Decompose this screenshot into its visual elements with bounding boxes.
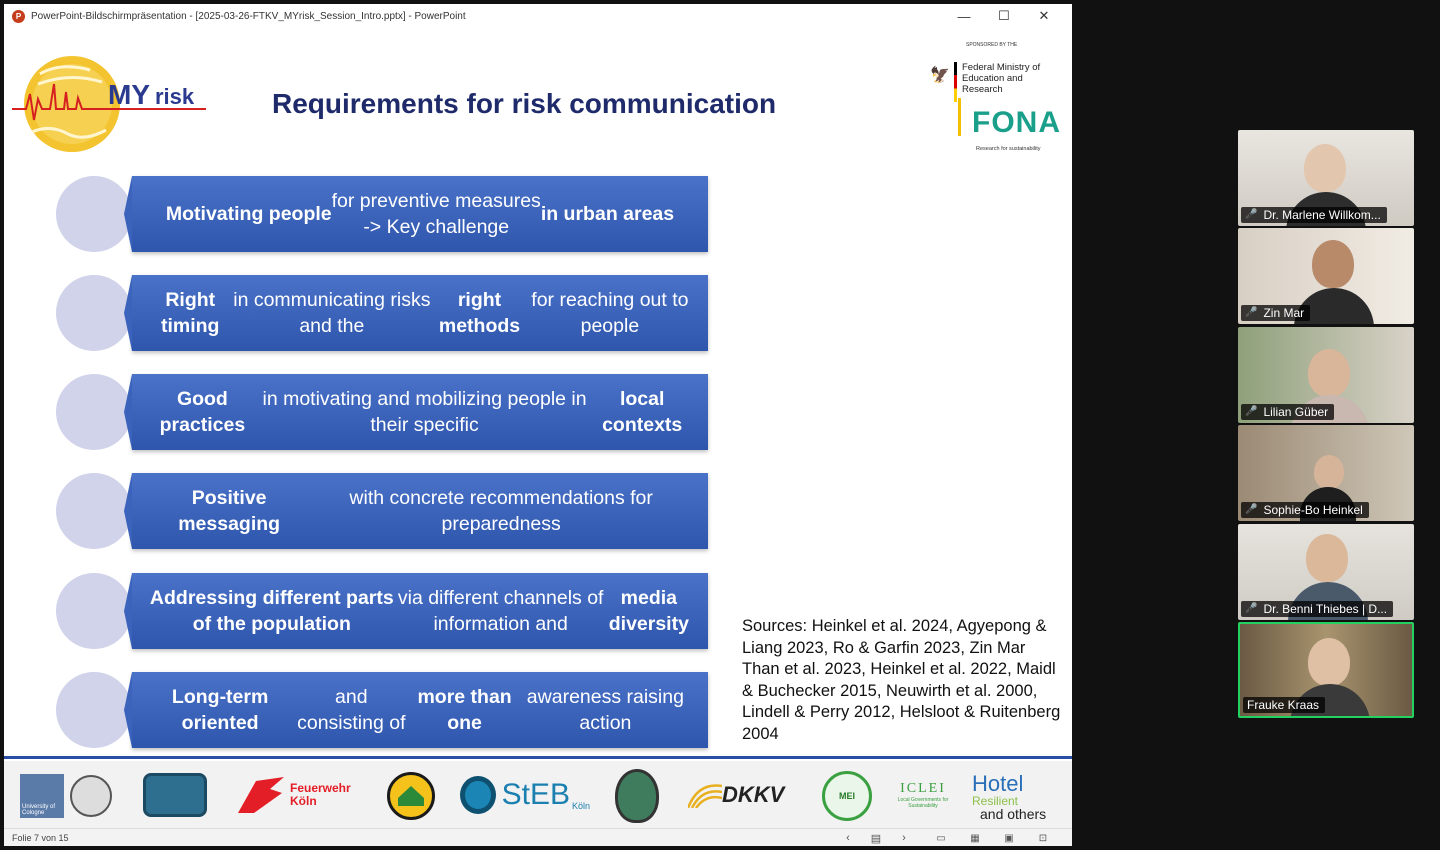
- mic-muted-icon: 🎤: [1245, 307, 1258, 318]
- slide-counter: Folie 7 von 15: [12, 833, 69, 843]
- participant-tile[interactable]: [1238, 228, 1414, 324]
- requirement-item: [56, 473, 708, 549]
- requirement-bullet-circle: [56, 176, 132, 252]
- slide[interactable]: [4, 28, 1072, 828]
- participant-name: Dr. Benni Thiebes | D...: [1263, 602, 1388, 616]
- slide-title: Requirements for risk communication: [272, 88, 777, 119]
- requirement-text: Motivating people for preventive measures -> Key challenge in urban areas: [132, 176, 708, 252]
- participant-tile[interactable]: [1238, 524, 1414, 620]
- requirement-text: Right timing in communicating risks and the right methods for reaching out to people: [132, 275, 708, 351]
- iclei-label: ICLEI: [900, 781, 946, 796]
- iclei-logo: [888, 771, 958, 819]
- window-controls: [944, 4, 1064, 28]
- requirement-item: [56, 672, 708, 748]
- participant-name: Sophie-Bo Heinkel: [1263, 503, 1363, 517]
- city-hall-logo: [140, 771, 210, 819]
- iclei-sub-label: Local Governments for Sustainability: [897, 797, 949, 809]
- sources-text: Sources: Heinkel et al. 2024, Agyepong & Liang 2023, Ro & Garfin 2023, Zin Mar Than et al. 2023, Heinkel et al. 2022, Maidl & Buchecker 2015, Neuwirth et al. 2000, Lindell & Perry 2012, Helsloot & Ruitenberg 2004: [742, 617, 1061, 743]
- requirement-item: [56, 573, 708, 649]
- view-controls: [924, 829, 1060, 846]
- myrisk-logo: [10, 54, 210, 154]
- requirement-text: Good practices in motivating and mobilizing people in their specific local contexts: [132, 374, 708, 450]
- steb-koeln-logo: [460, 771, 590, 819]
- participant-name-tag: [1241, 207, 1387, 223]
- federal-eagle-icon: 🦅: [930, 67, 950, 84]
- mei-logo: [820, 769, 874, 823]
- next-slide-button[interactable]: ›: [902, 832, 906, 844]
- close-button[interactable]: ✕: [1038, 8, 1050, 23]
- window-title: PowerPoint-Bildschirmpräsentation - [2025-03-26-FTKV_MYrisk_Session_Intro.pptx] - PowerPoint: [31, 10, 466, 22]
- participant-name: Zin Mar: [1263, 306, 1305, 320]
- mic-muted-icon: 🎤: [1245, 603, 1258, 614]
- fona-logo: FONA: [972, 106, 1061, 139]
- steb-sub-label: Köln: [571, 801, 590, 811]
- german-flag-bar: [954, 62, 957, 102]
- requirement-bullet-circle: [56, 573, 132, 649]
- maximize-button[interactable]: ☐: [998, 8, 1010, 23]
- hotel-resilient-logo: [972, 773, 1070, 829]
- powerpoint-window: [4, 4, 1072, 846]
- dkkv-logo: [688, 775, 798, 815]
- ministry-text: Federal Ministry of Education and Research: [962, 62, 1041, 95]
- participant-name-tag: [1241, 305, 1310, 321]
- fona-accent-bar: [958, 98, 961, 136]
- slide-navigation: [834, 829, 918, 846]
- participant-tile[interactable]: [1238, 130, 1414, 226]
- dkkv-label: DKKV: [722, 782, 785, 807]
- participant-name-tag: [1241, 404, 1334, 420]
- myanmar-agency-logo: [384, 771, 438, 821]
- powerpoint-app-icon: P: [12, 10, 25, 23]
- feuerwehr-label: Feuerwehr Köln: [290, 781, 351, 808]
- slide-sorter-button[interactable]: ▦: [970, 832, 980, 844]
- participant-tile[interactable]: [1238, 425, 1414, 521]
- participant-name: Frauke Kraas: [1247, 698, 1320, 712]
- partner-logo-strip: [4, 761, 1072, 831]
- participant-name-tag: [1243, 697, 1325, 713]
- university-emblem-logo: [612, 767, 662, 825]
- requirement-text: Addressing different parts of the population via different channels of information and media diversity: [132, 573, 708, 649]
- requirement-item: [56, 176, 708, 252]
- participants-panel: [1238, 130, 1414, 720]
- participant-name: Dr. Marlene Willkom...: [1263, 208, 1381, 222]
- requirement-bullet-circle: [56, 672, 132, 748]
- feuerwehr-koeln-logo: [236, 771, 356, 819]
- slide-menu-button[interactable]: ▤: [870, 832, 882, 845]
- participant-name-tag: [1241, 601, 1393, 617]
- logo-strip-divider: [4, 756, 1072, 759]
- participant-name-tag: [1241, 502, 1369, 518]
- requirement-item: [56, 275, 708, 351]
- mic-muted-icon: 🎤: [1245, 504, 1258, 515]
- participant-name: Lilian Güber: [1263, 405, 1329, 419]
- minimize-button[interactable]: —: [957, 8, 971, 24]
- and-others-label: and others: [980, 806, 1047, 822]
- mic-muted-icon: 🎤: [1245, 209, 1258, 220]
- requirement-bullet-circle: [56, 473, 132, 549]
- requirement-item: [56, 374, 708, 450]
- fona-subtitle: Research for sustainability: [976, 146, 1041, 152]
- logo-text-risk: risk: [155, 84, 195, 109]
- requirement-bullet-circle: [56, 275, 132, 351]
- uni-cologne-label: University of Cologne: [20, 774, 64, 818]
- participant-tile[interactable]: [1238, 327, 1414, 423]
- university-of-cologne-logo: [18, 771, 114, 821]
- participant-tile-active-speaker[interactable]: [1238, 622, 1414, 718]
- statusbar: [4, 828, 1072, 846]
- requirement-text: Positive messaging with concrete recommendations for preparedness: [132, 473, 708, 549]
- window-titlebar: [4, 4, 1072, 28]
- sponsor-small-text: SPONSORED BY THE: [966, 42, 1018, 48]
- mei-label: MEI: [822, 771, 872, 821]
- steb-label: StEB: [501, 778, 570, 811]
- sponsor-block: [926, 40, 1066, 160]
- logo-text-my: MY: [108, 79, 150, 110]
- previous-slide-button[interactable]: ‹: [846, 832, 850, 844]
- hotel-sub-label: Resilient: [972, 794, 1019, 808]
- mic-muted-icon: 🎤: [1245, 406, 1258, 417]
- reading-view-button[interactable]: ▣: [1004, 832, 1014, 844]
- normal-view-button[interactable]: ▭: [936, 832, 946, 844]
- requirement-text: Long-term oriented and consisting of more than one awareness raising action: [132, 672, 708, 748]
- requirement-bullet-circle: [56, 374, 132, 450]
- hotel-label: Hotel: [972, 771, 1024, 796]
- presenter-view-button[interactable]: ⊡: [1038, 832, 1048, 844]
